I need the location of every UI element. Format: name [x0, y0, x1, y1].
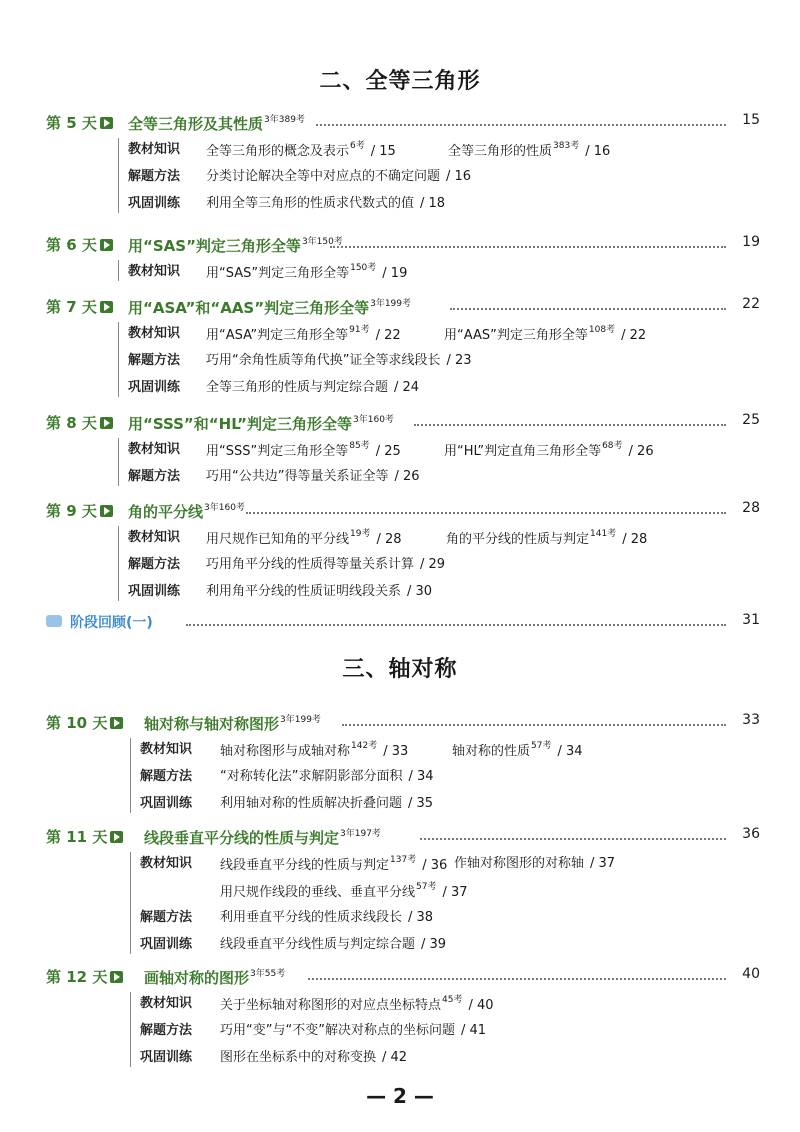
category-label: 解题方法 [128, 557, 181, 572]
page-number-footer: — 2 — [366, 1084, 434, 1108]
day-entry[interactable] [46, 826, 760, 848]
day-entry[interactable] [46, 296, 760, 318]
item-exam-count: 85考 [349, 441, 370, 451]
day-entry[interactable] [46, 112, 760, 134]
item-text: 轴对称的性质 [452, 744, 531, 759]
day-page-number: 22 [742, 296, 760, 312]
toc-item[interactable] [206, 580, 432, 599]
toc-item[interactable] [220, 879, 468, 900]
day-title-text: 全等三角形及其性质 [128, 115, 264, 133]
item-text: 巧用“余角性质等角代换”证全等求线段长 [206, 353, 441, 368]
toc-item[interactable] [220, 906, 433, 925]
exam-stat: 3年197考 [340, 829, 381, 839]
video-icon [100, 117, 113, 129]
toc-item[interactable] [206, 192, 445, 211]
day-label-text: 第 8 天 [46, 414, 97, 432]
toc-item[interactable] [444, 438, 654, 459]
item-text: 关于坐标轴对称图形的对应点坐标特点 [220, 998, 442, 1013]
day-entry[interactable] [46, 234, 760, 256]
day-page-number: 19 [742, 234, 760, 250]
day-label [46, 112, 113, 133]
item-page: / 16 [585, 144, 611, 159]
toc-item[interactable] [206, 526, 402, 547]
toc-item[interactable] [220, 738, 408, 759]
item-exam-count: 141考 [590, 529, 617, 539]
day-title[interactable] [144, 966, 285, 988]
item-page: / 39 [421, 937, 447, 952]
item-page: / 26 [394, 469, 420, 484]
item-exam-count: 137考 [390, 855, 417, 865]
item-page: / 30 [407, 584, 433, 599]
item-exam-count: 45考 [442, 995, 463, 1005]
day-page-number: 28 [742, 500, 760, 516]
item-text: 轴对称图形与成轴对称 [220, 744, 351, 759]
toc-item[interactable] [206, 322, 401, 343]
day-label-text: 第 9 天 [46, 502, 97, 520]
toc-item[interactable] [220, 792, 433, 811]
item-text: 作轴对称图形的对称轴 [454, 856, 585, 871]
day-label-text: 第 5 天 [46, 114, 97, 132]
item-text: 利用垂直平分线的性质求线段长 [220, 910, 403, 925]
day-page-number: 33 [742, 712, 760, 728]
bracket-line [130, 992, 131, 1067]
toc-item[interactable] [206, 260, 407, 281]
item-text: 用尺规作已知角的平分线 [206, 532, 350, 547]
item-exam-count: 19考 [350, 529, 371, 539]
leader-dots [316, 124, 726, 126]
category-label: 教材知识 [128, 530, 181, 545]
day-label [46, 712, 123, 733]
item-page: / 25 [375, 444, 401, 459]
item-page: / 28 [622, 532, 648, 547]
item-text: 图形在坐标系中的对称变换 [220, 1050, 377, 1065]
item-text: 线段垂直平分线的性质与判定 [220, 858, 390, 873]
bracket-line [118, 260, 119, 281]
item-page: / 37 [442, 885, 468, 900]
category-label: 巩固训练 [140, 1050, 193, 1065]
day-title[interactable] [128, 234, 343, 256]
leader-dots [330, 246, 726, 248]
day-label-text: 第 10 天 [46, 714, 108, 732]
day-title[interactable] [128, 112, 305, 134]
item-exam-count: 68考 [602, 441, 623, 451]
toc-item[interactable] [220, 765, 434, 784]
item-page: / 24 [394, 380, 420, 395]
toc-item[interactable] [220, 933, 446, 952]
category-label: 解题方法 [140, 910, 193, 925]
day-page-number: 40 [742, 966, 760, 982]
day-title[interactable] [128, 500, 245, 522]
toc-item[interactable] [454, 852, 615, 871]
day-title-text: 轴对称与轴对称图形 [144, 715, 280, 733]
item-text: 用“SAS”判定三角形全等 [206, 266, 350, 281]
category-label: 教材知识 [140, 742, 193, 757]
item-page: / 18 [420, 196, 446, 211]
leader-dots [420, 838, 726, 840]
category-label: 巩固训练 [128, 380, 181, 395]
day-label-text: 第 7 天 [46, 298, 97, 316]
section-title: 二、全等三角形 [319, 69, 481, 94]
item-page: / 36 [422, 858, 448, 873]
item-page: / 22 [375, 328, 401, 343]
day-entry[interactable] [46, 966, 760, 988]
day-label [46, 234, 113, 255]
exam-stat: 3年160考 [353, 415, 394, 425]
leader-dots [186, 624, 726, 626]
item-page: / 37 [590, 856, 616, 871]
day-entry[interactable] [46, 412, 760, 434]
review-icon [46, 615, 62, 627]
toc-item[interactable] [220, 992, 494, 1013]
leader-dots [414, 424, 726, 426]
item-text: 巧用角平分线的性质得等量关系计算 [206, 557, 415, 572]
item-page: / 16 [446, 169, 472, 184]
video-icon [110, 971, 123, 983]
category-label: 解题方法 [128, 469, 181, 484]
day-entry[interactable] [46, 500, 760, 522]
category-label: 解题方法 [140, 769, 193, 784]
day-label [46, 966, 123, 987]
video-icon [110, 717, 123, 729]
item-page: / 34 [557, 744, 583, 759]
item-exam-count: 91考 [349, 325, 370, 335]
day-label-text: 第 12 天 [46, 968, 108, 986]
item-text: 线段垂直平分线性质与判定综合题 [220, 937, 416, 952]
item-text: 巧用“变”与“不变”解决对称点的坐标问题 [220, 1023, 455, 1038]
leader-dots [308, 978, 726, 980]
exam-stat: 3年199考 [280, 715, 321, 725]
item-exam-count: 383考 [553, 141, 580, 151]
toc-item[interactable] [444, 322, 646, 343]
item-exam-count: 108考 [588, 325, 616, 335]
toc-item[interactable] [448, 138, 610, 159]
item-page: / 26 [628, 444, 654, 459]
item-text: 用尺规作线段的垂线、垂直平分线 [220, 885, 416, 900]
day-label [46, 412, 113, 433]
toc-item[interactable] [206, 349, 472, 368]
item-page: / 19 [382, 266, 408, 281]
item-page: / 28 [376, 532, 402, 547]
item-text: 全等三角形的概念及表示 [206, 144, 350, 159]
day-label [46, 826, 123, 847]
video-icon [100, 505, 113, 517]
category-label: 教材知识 [128, 442, 181, 457]
bracket-line [130, 738, 131, 813]
item-exam-count: 150考 [350, 263, 377, 273]
item-text: 用“AAS”判定三角形全等 [444, 328, 588, 343]
video-icon [100, 301, 113, 313]
section-title: 三、轴对称 [342, 657, 458, 682]
category-label: 巩固训练 [140, 796, 193, 811]
day-label-text: 第 11 天 [46, 828, 108, 846]
item-page: / 40 [468, 998, 494, 1013]
item-exam-count: 6考 [350, 141, 365, 151]
leader-dots [450, 308, 726, 310]
category-label: 教材知识 [140, 856, 193, 871]
category-label: 教材知识 [128, 326, 181, 341]
day-page-number: 15 [742, 112, 760, 128]
exam-stat: 3年160考 [204, 503, 245, 513]
item-page: / 42 [382, 1050, 408, 1065]
item-text: 利用轴对称的性质解决折叠问题 [220, 796, 403, 811]
toc-item[interactable] [220, 1019, 486, 1038]
item-page: / 41 [460, 1023, 487, 1038]
day-label [46, 500, 113, 521]
day-entry[interactable] [46, 712, 760, 734]
exam-stat: 3年389考 [264, 115, 305, 125]
bracket-line [118, 138, 119, 213]
item-text: 全等三角形的性质与判定综合题 [206, 380, 389, 395]
toc-item[interactable] [220, 1046, 407, 1065]
toc-item[interactable] [206, 376, 419, 395]
item-text: 用“HL”判定直角三角形全等 [444, 444, 602, 459]
day-title[interactable] [128, 296, 411, 318]
day-title-text: 用“ASA”和“AAS”判定三角形全等 [128, 299, 370, 317]
item-text: 利用全等三角形的性质求代数式的值 [206, 196, 415, 211]
category-label: 解题方法 [128, 169, 181, 184]
day-page-number: 36 [742, 826, 760, 842]
item-text: 利用角平分线的性质证明线段关系 [206, 584, 402, 599]
day-title-text: 画轴对称的图形 [144, 969, 250, 987]
toc-item[interactable] [206, 438, 401, 459]
item-page: / 29 [420, 557, 446, 572]
toc-item[interactable] [206, 165, 471, 184]
toc-item[interactable] [206, 138, 396, 159]
exam-stat: 3年55考 [250, 969, 286, 979]
item-text: 分类讨论解决全等中对应点的不确定问题 [206, 169, 441, 184]
day-label-text: 第 6 天 [46, 236, 97, 254]
day-title-text: 角的平分线 [128, 503, 204, 521]
day-title[interactable] [144, 712, 321, 734]
toc-item[interactable] [452, 738, 583, 759]
review-page-number: 31 [742, 612, 760, 628]
item-text: 用“ASA”判定三角形全等 [206, 328, 349, 343]
day-page-number: 25 [742, 412, 760, 428]
bracket-line [130, 852, 131, 954]
day-label [46, 296, 113, 317]
day-title-text: 用“SSS”和“HL”判定三角形全等 [128, 415, 353, 433]
item-text: “对称转化法”求解阴影部分面积 [220, 769, 403, 784]
bracket-line [118, 438, 119, 486]
item-exam-count: 142考 [351, 741, 378, 751]
category-label: 巩固训练 [128, 584, 181, 599]
category-label: 巩固训练 [140, 937, 193, 952]
exam-stat: 3年150考 [301, 237, 343, 247]
item-page: / 22 [621, 328, 647, 343]
item-page: / 38 [408, 910, 434, 925]
day-title-text: 线段垂直平分线的性质与判定 [144, 829, 340, 847]
toc-item[interactable] [206, 553, 445, 572]
exam-stat: 3年199考 [370, 299, 412, 309]
video-icon [100, 417, 113, 429]
video-icon [110, 831, 123, 843]
item-page: / 35 [408, 796, 434, 811]
item-page: / 34 [408, 769, 434, 784]
leader-dots [342, 724, 726, 726]
category-label: 教材知识 [128, 264, 181, 279]
day-title[interactable] [144, 826, 381, 848]
category-label: 巩固训练 [128, 196, 181, 211]
item-page: / 23 [446, 353, 472, 368]
item-exam-count: 57考 [531, 741, 552, 751]
day-title-text: 用“SAS”判定三角形全等 [128, 237, 301, 255]
review-entry[interactable] [46, 612, 760, 634]
toc-item[interactable] [446, 526, 647, 547]
item-text: 巧用“公共边”得等量关系证全等 [206, 469, 389, 484]
category-label: 解题方法 [128, 353, 181, 368]
toc-item[interactable] [220, 852, 447, 873]
item-page: / 33 [383, 744, 409, 759]
category-label: 解题方法 [140, 1023, 193, 1038]
review-label: 阶段回顾(一) [70, 615, 153, 631]
item-page: / 15 [370, 144, 396, 159]
item-text: 用“SSS”判定三角形全等 [206, 444, 349, 459]
item-text: 角的平分线的性质与判定 [446, 532, 590, 547]
item-text: 全等三角形的性质 [448, 144, 553, 159]
category-label: 教材知识 [128, 142, 181, 157]
item-exam-count: 57考 [416, 882, 437, 892]
toc-item[interactable] [206, 465, 420, 484]
bracket-line [118, 322, 119, 397]
category-label: 教材知识 [140, 996, 193, 1011]
bracket-line [118, 526, 119, 601]
leader-dots [246, 512, 726, 514]
day-title[interactable] [128, 412, 394, 434]
video-icon [100, 239, 113, 251]
